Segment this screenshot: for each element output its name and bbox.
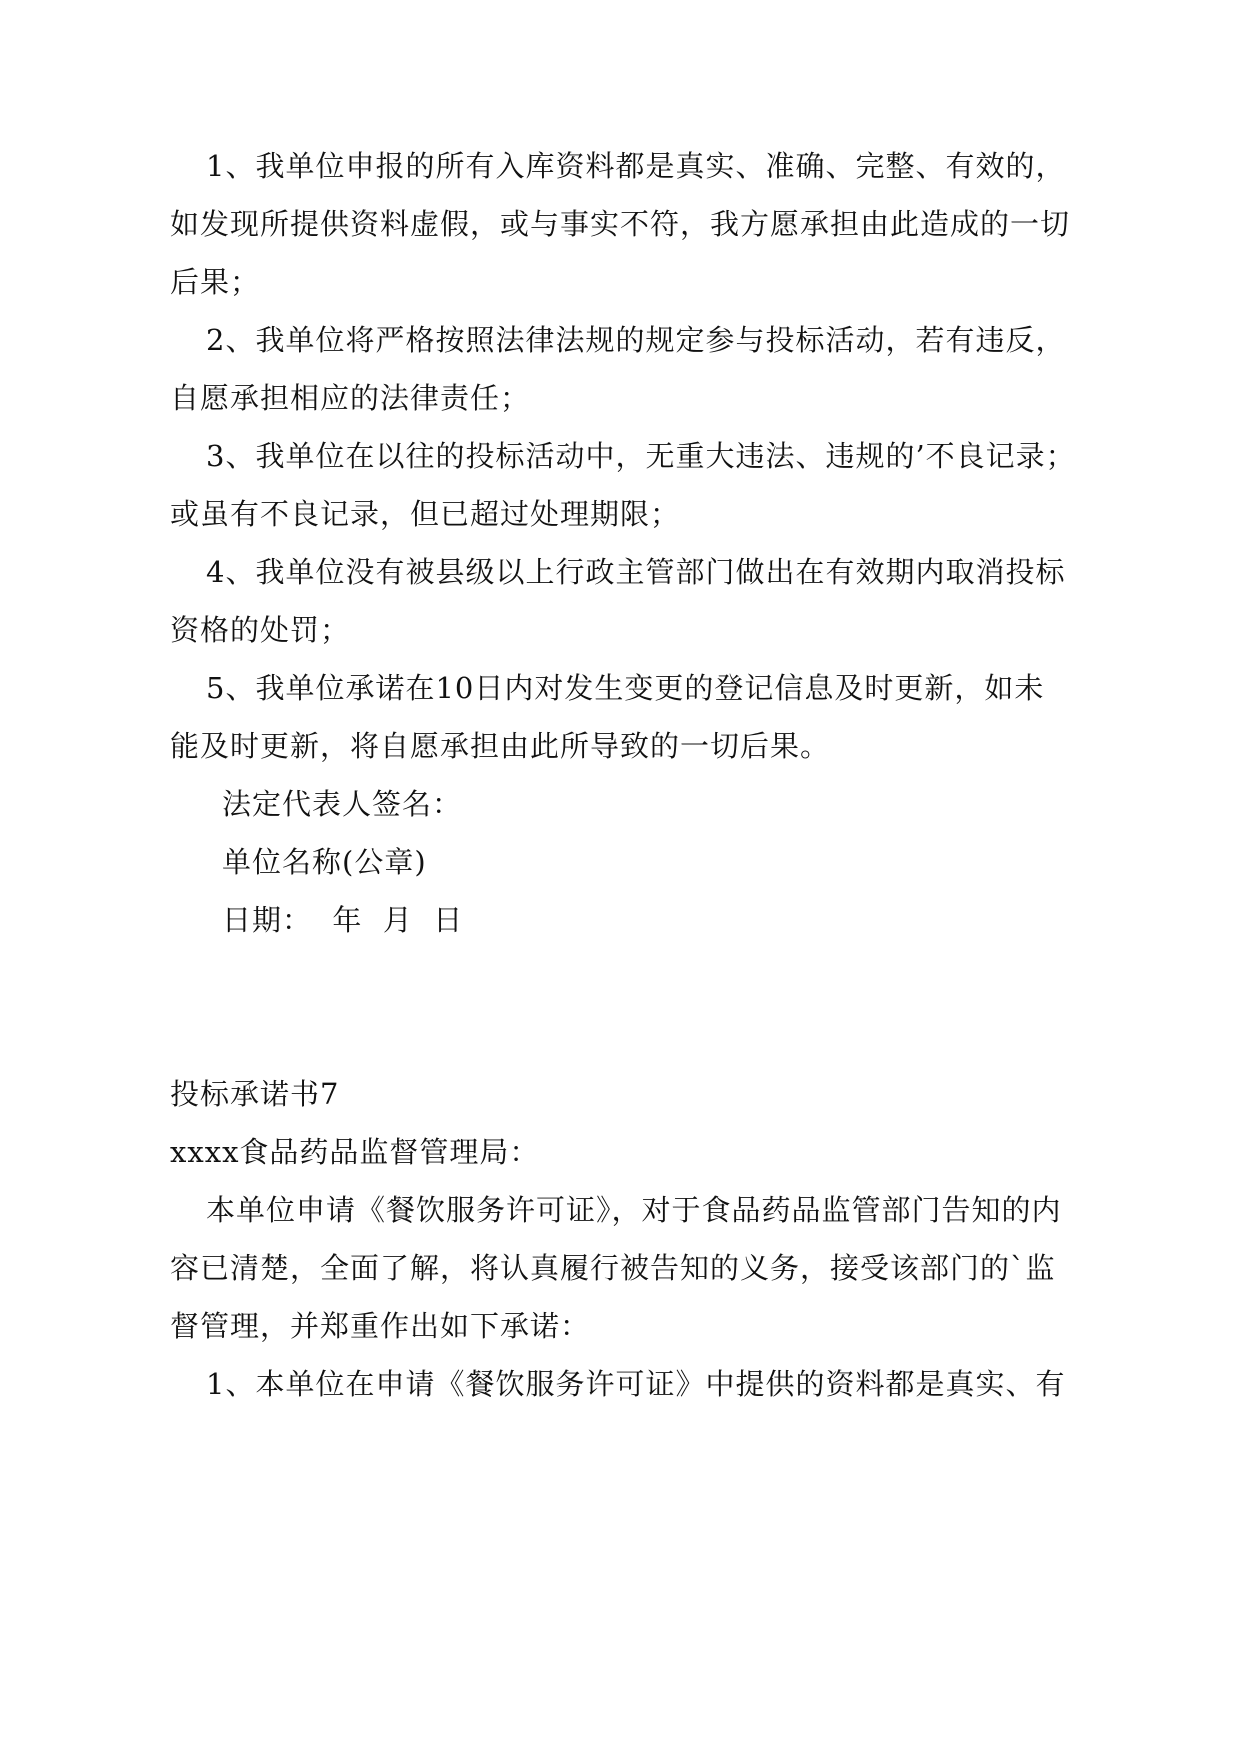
section2-item-1-line-1: 1、本单位在申请《餐饮服务许可证》中提供的资料都是真实、有 (206, 1367, 1066, 1401)
commitment-2-line-2: 自愿承担相应的法律责任； (170, 381, 531, 415)
commitment-1-line-2: 如发现所提供资料虚假，或与事实不符，我方愿承担由此造成的一切 (170, 207, 1071, 241)
commitment-1-line-3: 后果； (170, 265, 261, 299)
commitment-4-line-2: 资格的处罚； (170, 613, 351, 647)
section2-intro-line-3: 督管理，并郑重作出如下承诺： (170, 1309, 591, 1343)
commitment-2-line-1: 2、我单位将严格按照法律法规的规定参与投标活动，若有违反， (206, 323, 1066, 357)
section2-intro-line-1: 本单位申请《餐饮服务许可证》，对于食品药品监管部门告知的内 (206, 1193, 1062, 1227)
commitment-3-line-2: 或虽有不良记录，但已超过处理期限； (170, 497, 681, 531)
section2-addressee: xxxx食品药品监督管理局： (170, 1135, 540, 1169)
signature-date: 日期： 年 月 日 (222, 903, 464, 937)
section2-intro-line-2: 容已清楚，全面了解，将认真履行被告知的义务，接受该部门的`监 (170, 1251, 1056, 1285)
commitment-5-line-1: 5、我单位承诺在10日内对发生变更的登记信息及时更新，如未 (206, 671, 1045, 705)
commitment-1-line-1: 1、我单位申报的所有入库资料都是真实、准确、完整、有效的， (206, 149, 1066, 183)
commitment-3-line-1: 3、我单位在以往的投标活动中，无重大违法、违规的’不良记录； (206, 439, 1076, 473)
commitment-4-line-1: 4、我单位没有被县级以上行政主管部门做出在有效期内取消投标 (206, 555, 1066, 589)
signature-representative: 法定代表人签名： (222, 787, 463, 821)
commitment-5-line-2: 能及时更新，将自愿承担由此所导致的一切后果。 (170, 729, 831, 763)
signature-unit-name: 单位名称(公章) (222, 845, 427, 879)
section2-title: 投标承诺书7 (170, 1077, 340, 1111)
